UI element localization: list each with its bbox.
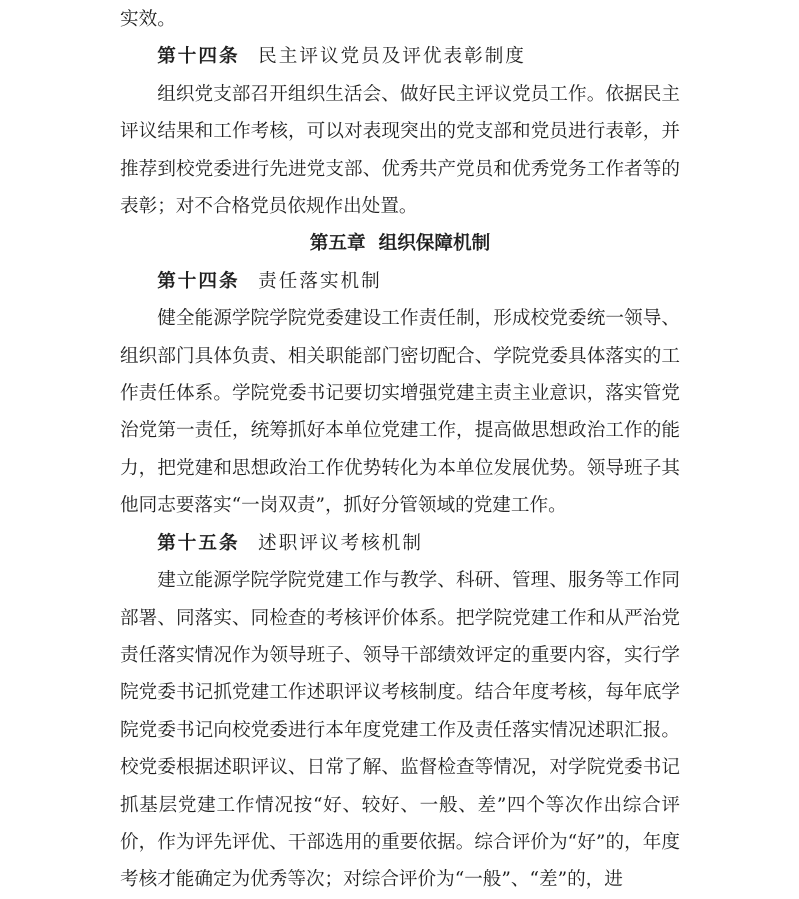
chapter-number: 第五章 [309, 233, 366, 255]
article-title: 责任落实机制 [258, 270, 382, 292]
paragraph-body: 组织党支部召开组织生活会、做好民主评议党员工作。依据民主评议结果和工作考核，可以对表现突出的党支部和党员进行表彰，并推荐到校党委进行先进党支部、优秀共产党员和优秀党务工作者等的表彰；对不合格党员依规作出处置。 [120, 83, 680, 218]
article-heading-15 [120, 525, 680, 562]
paragraph-continuation: 实效。 [120, 9, 176, 30]
article-title: 民主评议党员及评优表彰制度 [258, 46, 526, 68]
article-number: 第十五条 [157, 532, 240, 554]
article-number: 第十四条 [157, 46, 240, 68]
chapter-title: 组织保障机制 [378, 233, 491, 255]
article-number: 第十四条 [157, 270, 240, 292]
chapter-heading [120, 225, 680, 262]
paragraph-body: 健全能源学院学院党委建设工作责任制，形成校党委统一领导、组织部门具体负责、相关职能部门密切配合、学院党委具体落实的工作责任体系。学院党委书记要切实增强党建主责主业意识，落实管党治党第一责任，统筹抓好本单位党建工作，提高做思想政治工作的能力，把党建和思想政治工作优势转化为本单位发展优势。领导班子其他同志要落实“一岗双责”，抓好分管领域的党建工作。 [120, 308, 680, 517]
paragraph-body: 建立能源学院学院党建工作与教学、科研、管理、服务等工作同部署、同落实、同检查的考核评价体系。把学院党建工作和从严治党责任落实情况作为领导班子、领导干部绩效评定的重要内容，实行学院党委书记抓党建工作述职评议考核制度。结合年度考核，每年底学院党委书记向校党委进行本年度党建工作及责任落实情况述职汇报。校党委根据述职评议、日常了解、监督检查等情况，对学院党委书记抓基层党建工作情况按“好、较好、一般、差”四个等次作出综合评价，作为评先评优、干部选用的重要依据。综合评价为“好”的，年度考核才能确定为优秀等次；对综合评价为“一般”、“差”的，进 [120, 570, 680, 891]
article-title: 述职评议考核机制 [258, 532, 423, 554]
article-heading-14a [120, 38, 680, 75]
article-heading-14b [120, 263, 680, 300]
